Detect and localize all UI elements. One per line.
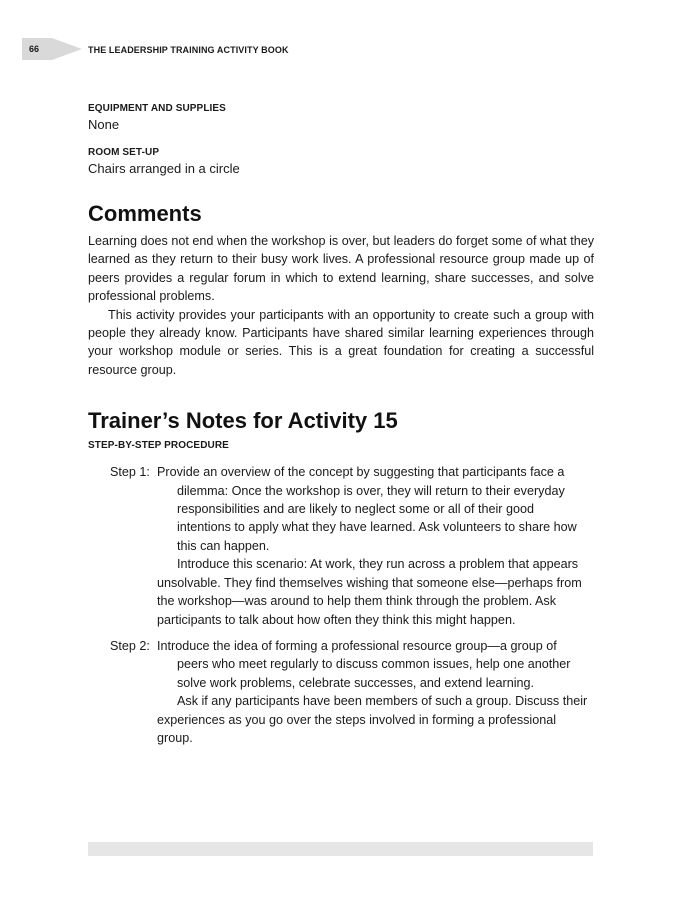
step-paragraph: Introduce this scenario: At work, they run across a problem that appears unsolvable. They find themselves wishing that someone else—perhaps from the workshop—was around to help them think through the problem. Ask participants to talk about how often they think this might happen. [157,557,582,627]
step-item [110,463,594,629]
step-item [110,637,594,747]
step-label: Step 1: [110,465,150,480]
step-body [157,463,591,629]
step-body [157,637,591,747]
equipment-value: None [88,117,120,132]
footer-bar [88,842,593,856]
room-setup-value: Chairs arranged in a circle [88,161,240,176]
page-content [88,102,594,755]
page-number: 66 [29,44,40,54]
equipment-label: EQUIPMENT AND SUPPLIES [88,103,226,114]
step-paragraph: Introduce the idea of forming a professional resource group—a group of peers who meet regularly to discuss common issues, help one another solve work problems, celebrate successes, and extend learning. [157,638,571,690]
comments-paragraph: Learning does not end when the workshop is over, but leaders do forget some of what they learned as they return to their busy work lives. A professional resource group made up of peers provides a regular forum in which to extend learning, share successes, and solve professional problems. [88,234,594,304]
trainer-notes-heading: Trainer’s Notes for Activity 15 [88,408,398,434]
procedure-label: STEP-BY-STEP PROCEDURE [88,440,229,452]
running-head: THE LEADERSHIP TRAINING ACTIVITY BOOK [88,45,289,55]
comments-heading: Comments [88,201,202,226]
comments-paragraph: This activity provides your participants with an opportunity to create such a group with people they already know. Participants have shared similar learning experiences through your workshop module or series. This is a great foundation for creating a successful resource group. [88,307,594,377]
step-paragraph: Provide an overview of the concept by suggesting that participants face a dilemma: Once the workshop is over, they will return to their everyday responsibilities and are likely to neglect some or all of their good intentions to apply what they have learned. Ask volunteers to share how this can happen. [157,465,577,553]
step-label: Step 2: [110,638,150,653]
step-paragraph: Ask if any participants have been members of such a group. Discuss their experiences as you go over the steps involved in forming a professional group. [157,694,588,745]
room-setup-label: ROOM SET-UP [88,147,160,158]
